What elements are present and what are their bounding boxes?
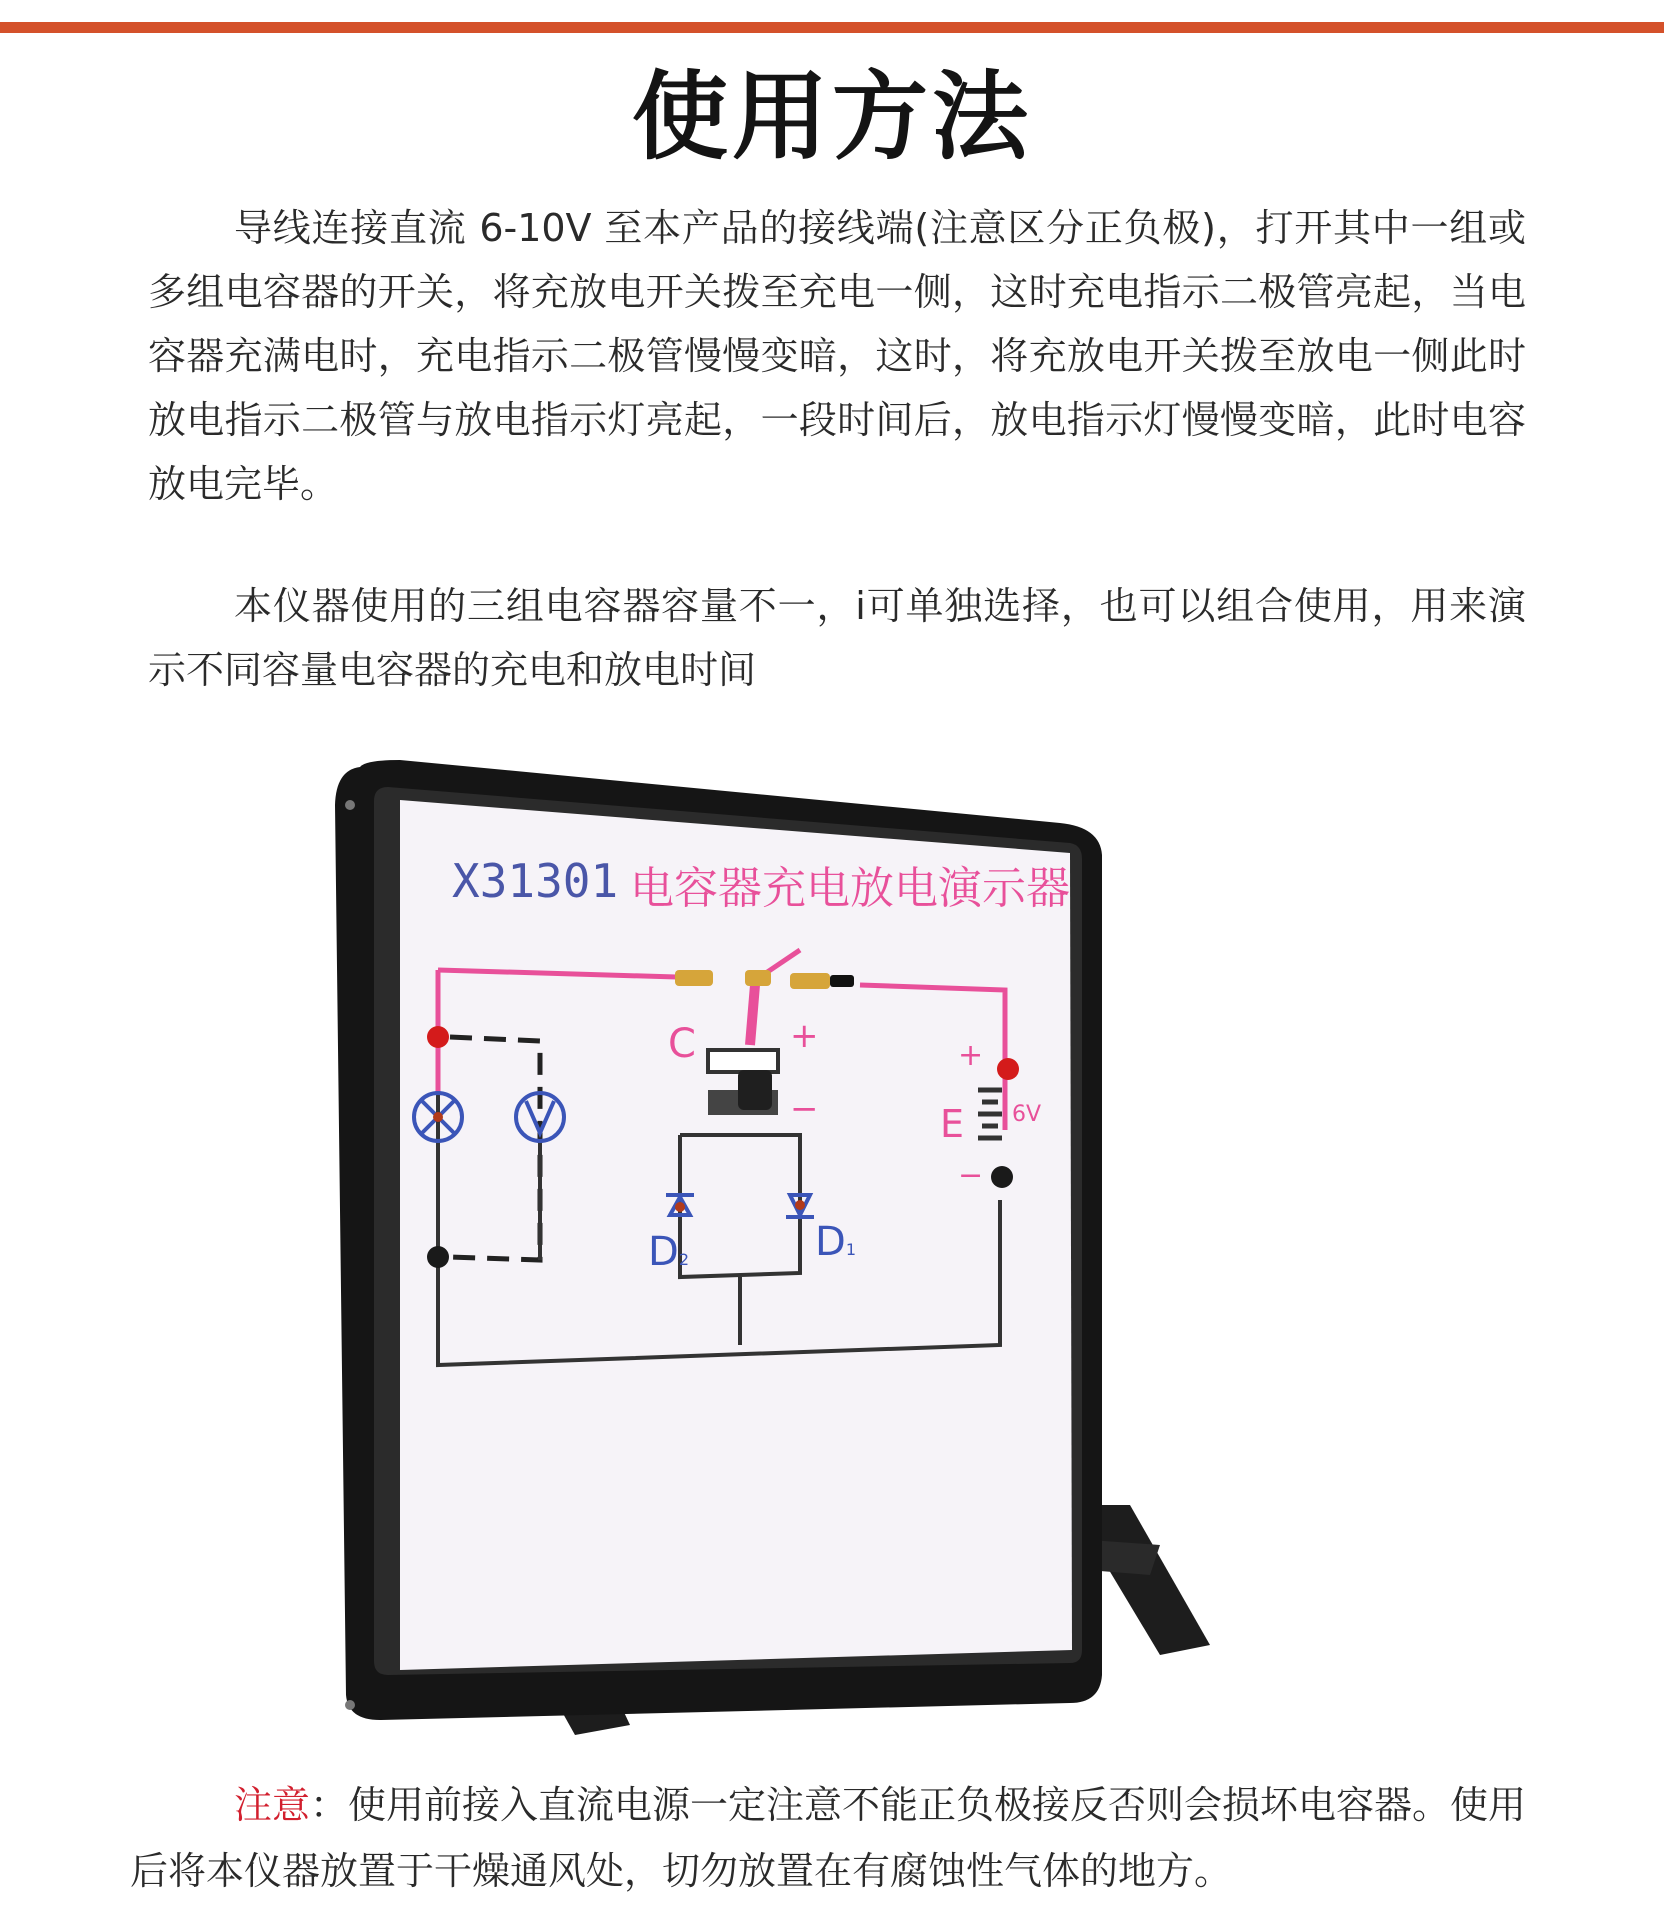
page-title: 使用方法 [632,61,1032,173]
battery-minus-label: − [958,1158,984,1193]
battery-voltage-label: 6V [1012,1102,1042,1127]
board-product-name: 电容器充电放电演示器 [630,863,1070,914]
instruction-paragraph-2: 本仪器使用的三组电容器容量不一，i可单独选择，也可以组合使用，用来演示不同容量电容器的充电和放电时间 [148,584,1526,692]
instruction-paragraph-1: 导线连接直流 6-10V 至本产品的接线端(注意区分正负极)，打开其中一组或多组电容器的开关，将充放电开关拨至充电一侧，这时充电指示二极管亮起，当电容器充满电时，充电指示二极管慢慢变暗，这时，将充放电开关拨至放电一侧此时放电指示二极管与放电指示灯亮起，一段时间后，放电指示灯慢慢变暗，此时电容放电完毕。 [148,206,1526,506]
battery-plus-label: + [958,1038,984,1073]
board-model-number: X31301 [452,854,619,908]
notice-text: ：使用前接入直流电源一定注意不能正负极接反否则会损坏电容器。使用后将本仪器放置于干燥通风处，切勿放置在有腐蚀性气体的地方。 [130,1783,1527,1893]
notice-label: 注意 [234,1783,311,1827]
capacitor-plus-label: + [790,1016,819,1056]
diode1-label: D1 [815,1219,856,1265]
product-photo [330,745,1350,1735]
battery-label: E [940,1102,965,1146]
capacitor-label: C [668,1021,696,1067]
capacitor-minus-label: − [790,1089,819,1129]
top-accent-bar [0,22,1664,33]
notice-paragraph [130,1772,1530,1904]
diode2-label: D2 [648,1229,689,1275]
